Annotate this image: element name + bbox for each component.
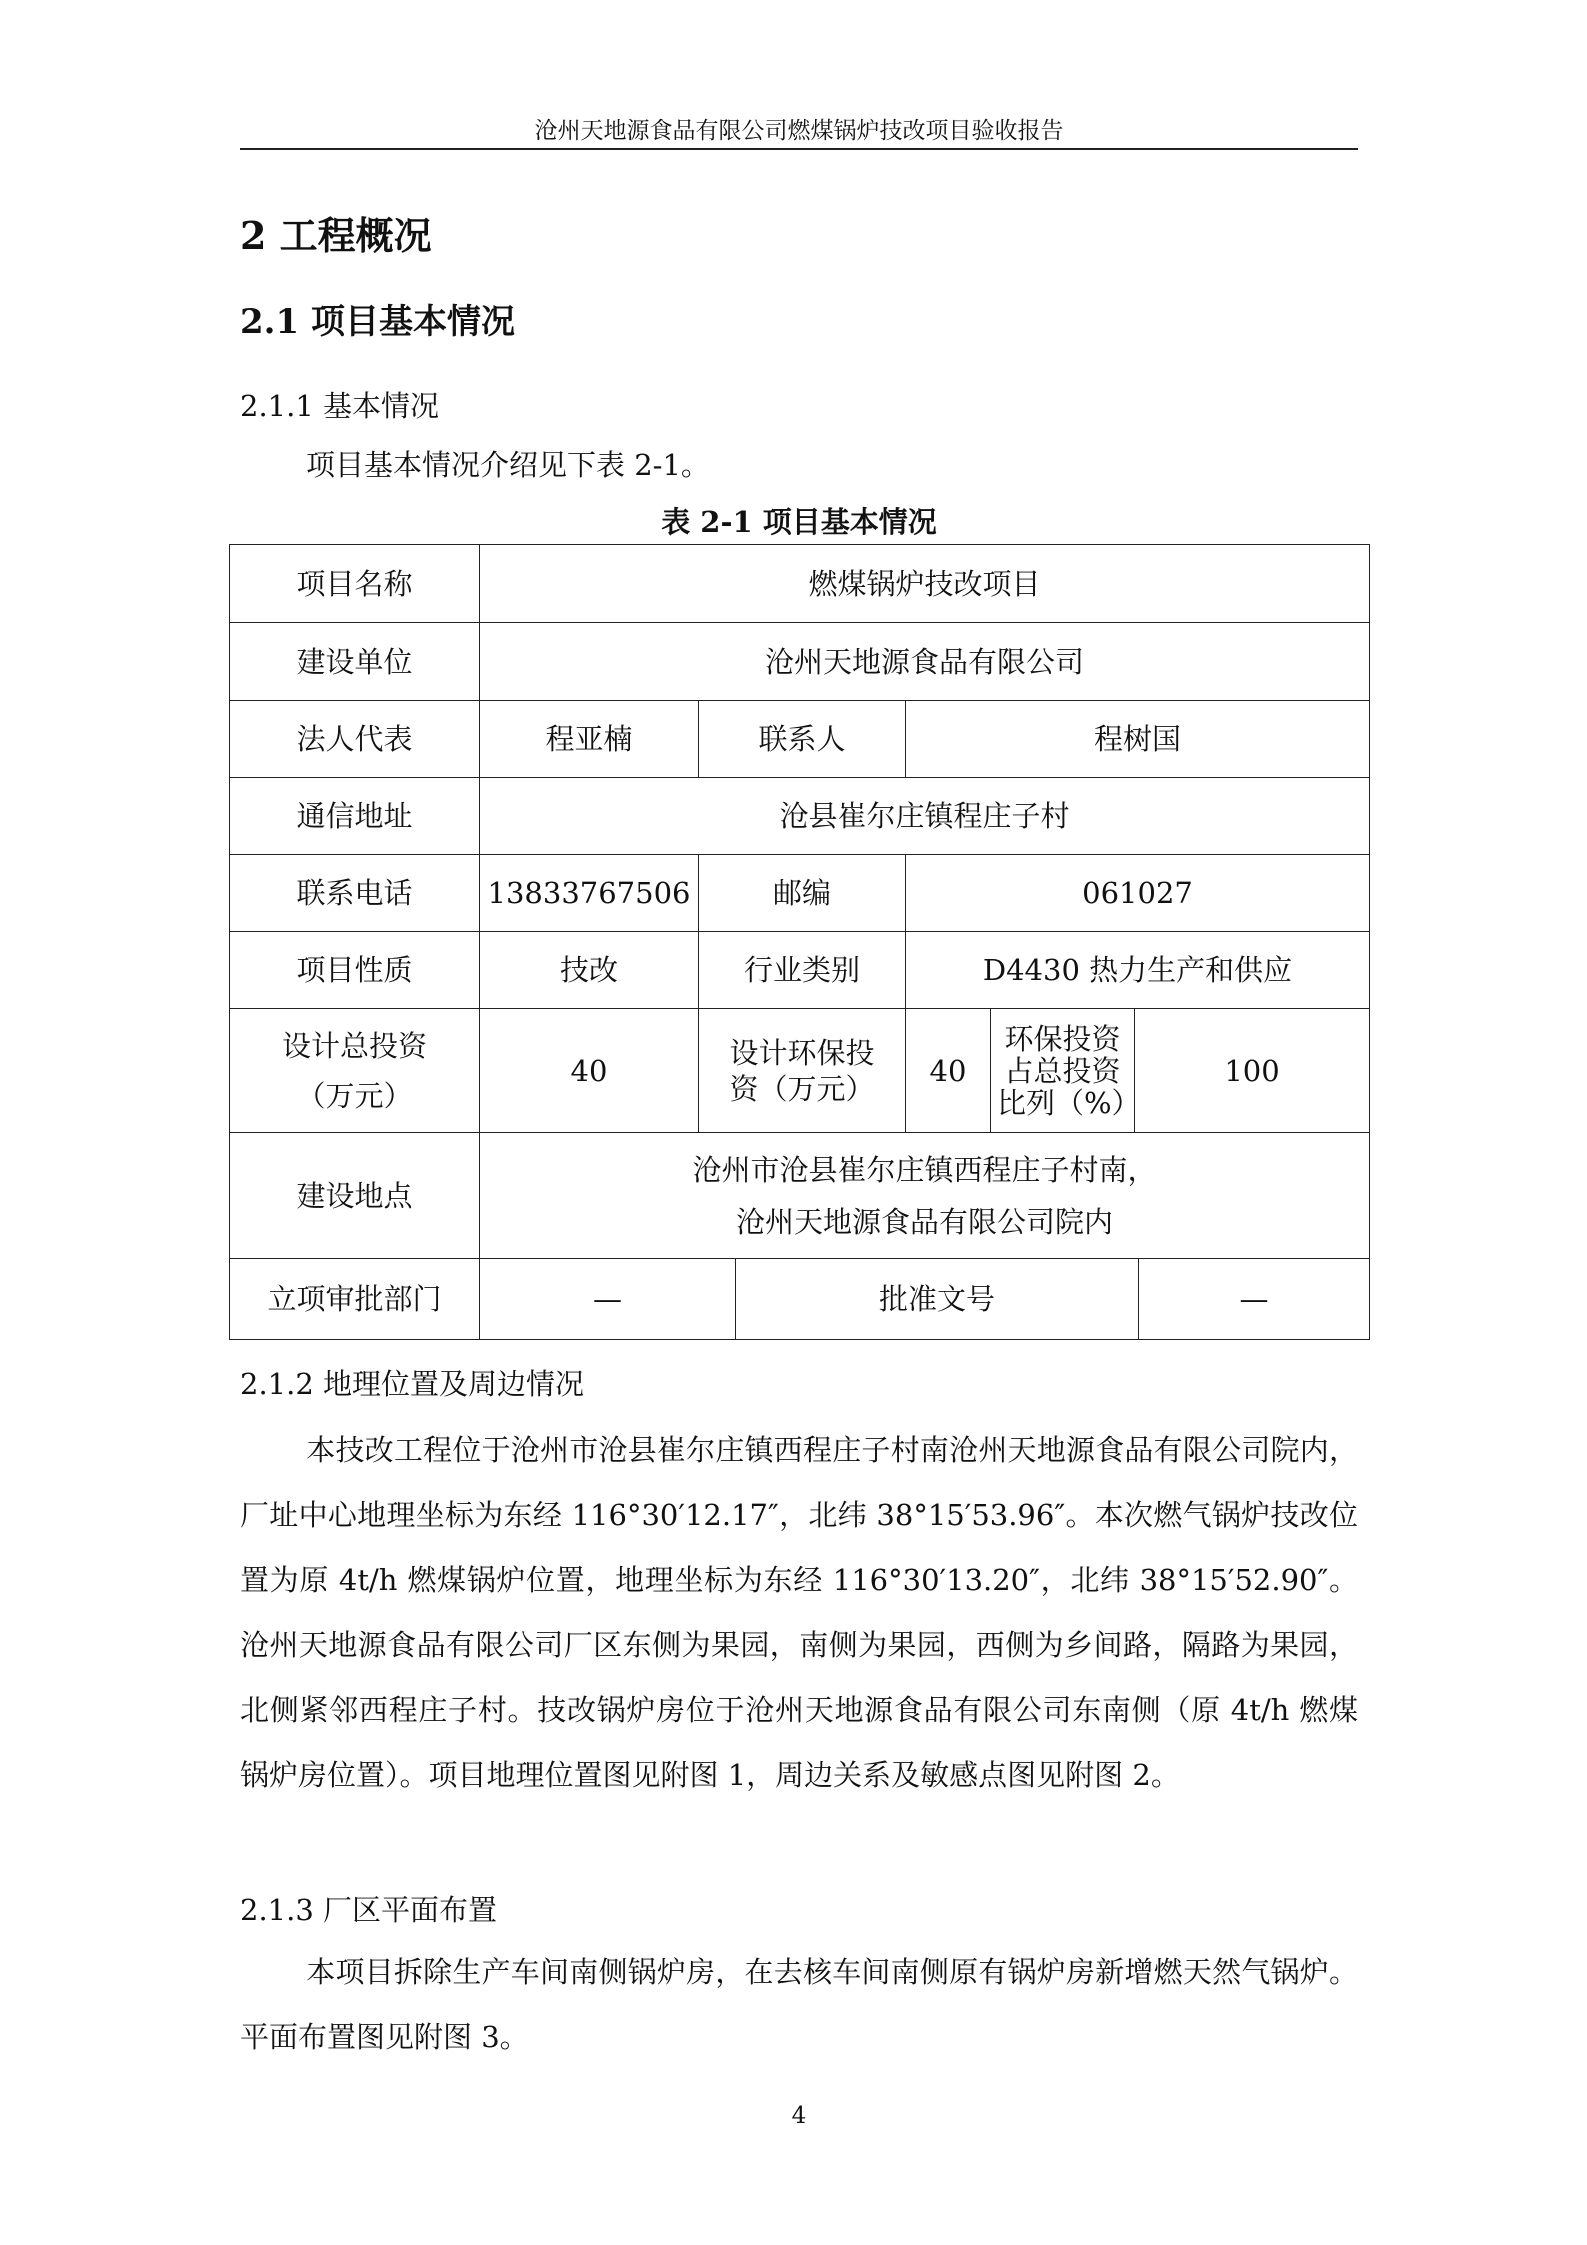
subsection-heading-2-1-1: 2.1.1 基本情况 (240, 389, 440, 423)
industry-value: D4430 热力生产和供应 (906, 932, 1370, 1009)
table-row (230, 545, 1370, 623)
address-label: 通信地址 (230, 778, 480, 855)
layout-paragraph (240, 1940, 1358, 2070)
total-investment-label (230, 1009, 480, 1133)
site-value (480, 1133, 1370, 1259)
location-paragraph (240, 1418, 1358, 1808)
postcode-value: 061027 (906, 855, 1370, 932)
site-line1: 沧州市沧县崔尔庄镇西程庄子村南， (692, 1152, 1157, 1187)
phone-label: 联系电话 (230, 855, 480, 932)
ratio-label-line3: 比列（%） (997, 1085, 1141, 1120)
table-row (230, 778, 1370, 855)
table-row (230, 623, 1370, 701)
total-investment-label-line2: （万元） (296, 1078, 413, 1113)
site-line2: 沧州天地源食品有限公司院内 (736, 1204, 1114, 1239)
subsection-heading-2-1-3: 2.1.3 厂区平面布置 (240, 1893, 498, 1927)
intro-paragraph (240, 440, 1358, 490)
page-header: 沧州天地源食品有限公司燃煤锅炉技改项目验收报告 (534, 118, 1064, 144)
intro-text: 项目基本情况介绍见下表 2-1。 (306, 448, 710, 482)
table-row (230, 1259, 1370, 1340)
address-value: 沧县崔尔庄镇程庄子村 (480, 778, 1370, 855)
phone-value: 13833767506 (480, 855, 699, 932)
subsection-heading-2-1-2: 2.1.2 地理位置及周边情况 (240, 1367, 585, 1401)
table-caption: 表 2-1 项目基本情况 (661, 505, 937, 539)
ratio-label (991, 1009, 1141, 1132)
legal-rep-value: 程亚楠 (480, 701, 699, 778)
project-info-table (229, 544, 1370, 1340)
env-investment-label (699, 1009, 906, 1133)
page-number: 4 (791, 2103, 807, 2129)
unit-label: 建设单位 (230, 623, 480, 701)
env-investment-label-line2: 资（万元） (729, 1071, 875, 1106)
nature-label: 项目性质 (230, 932, 480, 1009)
ratio-value: 100 (1135, 1009, 1370, 1133)
legal-rep-label: 法人代表 (230, 701, 480, 778)
total-investment-value: 40 (480, 1009, 699, 1133)
approval-no-label: 批准文号 (736, 1259, 1139, 1340)
approval-dept-value: — (480, 1259, 736, 1340)
chapter-title: 2 工程概况 (240, 213, 432, 258)
total-investment-label-line1: 设计总投资 (281, 1028, 427, 1063)
site-label: 建设地点 (230, 1133, 480, 1259)
table-row (230, 1133, 1370, 1259)
table-row (230, 932, 1370, 1009)
approval-dept-label: 立项审批部门 (230, 1259, 480, 1340)
unit-value: 沧州天地源食品有限公司 (480, 623, 1370, 701)
table-row (230, 1009, 1370, 1133)
industry-label: 行业类别 (699, 932, 906, 1009)
env-investment-label-line1: 设计环保投 (729, 1035, 875, 1070)
project-name-label: 项目名称 (230, 545, 480, 623)
table-row (230, 701, 1370, 778)
contact-label: 联系人 (699, 701, 906, 778)
header-rule (240, 148, 1358, 150)
layout-text: 本项目拆除生产车间南侧锅炉房，在去核车间南侧原有锅炉房新增燃天然气锅炉。平面布置图见附图 3。 (240, 1955, 1358, 2054)
approval-no-value: — (1139, 1259, 1370, 1340)
project-name-value: 燃煤锅炉技改项目 (480, 545, 1370, 623)
location-text: 本技改工程位于沧州市沧县崔尔庄镇西程庄子村南沧州天地源食品有限公司院内，厂址中心地理坐标为东经 116°30′12.17″，北纬 38°15′53.96″。本次燃气锅炉技改位置为原 4t/h 燃煤锅炉位置，地理坐标为东经 116°30′13.20″，北纬 38°15′52.90″。沧州天地源食品有限公司厂区东侧为果园，南侧为果园，西侧为乡间路，隔路为果园，北侧紧邻西程庄子村。技改锅炉房位于沧州天地源食品有限公司东南侧（原 4t/h 燃煤锅炉房位置）。项目地理位置图见附图 1，周边关系及敏感点图见附图 2。 (240, 1433, 1358, 1792)
section-title: 2.1 项目基本情况 (240, 302, 515, 342)
postcode-label: 邮编 (699, 855, 906, 932)
table-row (230, 855, 1370, 932)
contact-value: 程树国 (906, 701, 1370, 778)
ratio-label-line2: 占总投资 (1004, 1053, 1121, 1088)
ratio-label-line1: 环保投资 (1004, 1021, 1121, 1056)
nature-value: 技改 (480, 932, 699, 1009)
env-investment-cell (906, 1009, 1141, 1133)
env-investment-value: 40 (906, 1009, 991, 1132)
env-investment-subtable (906, 1009, 1141, 1132)
